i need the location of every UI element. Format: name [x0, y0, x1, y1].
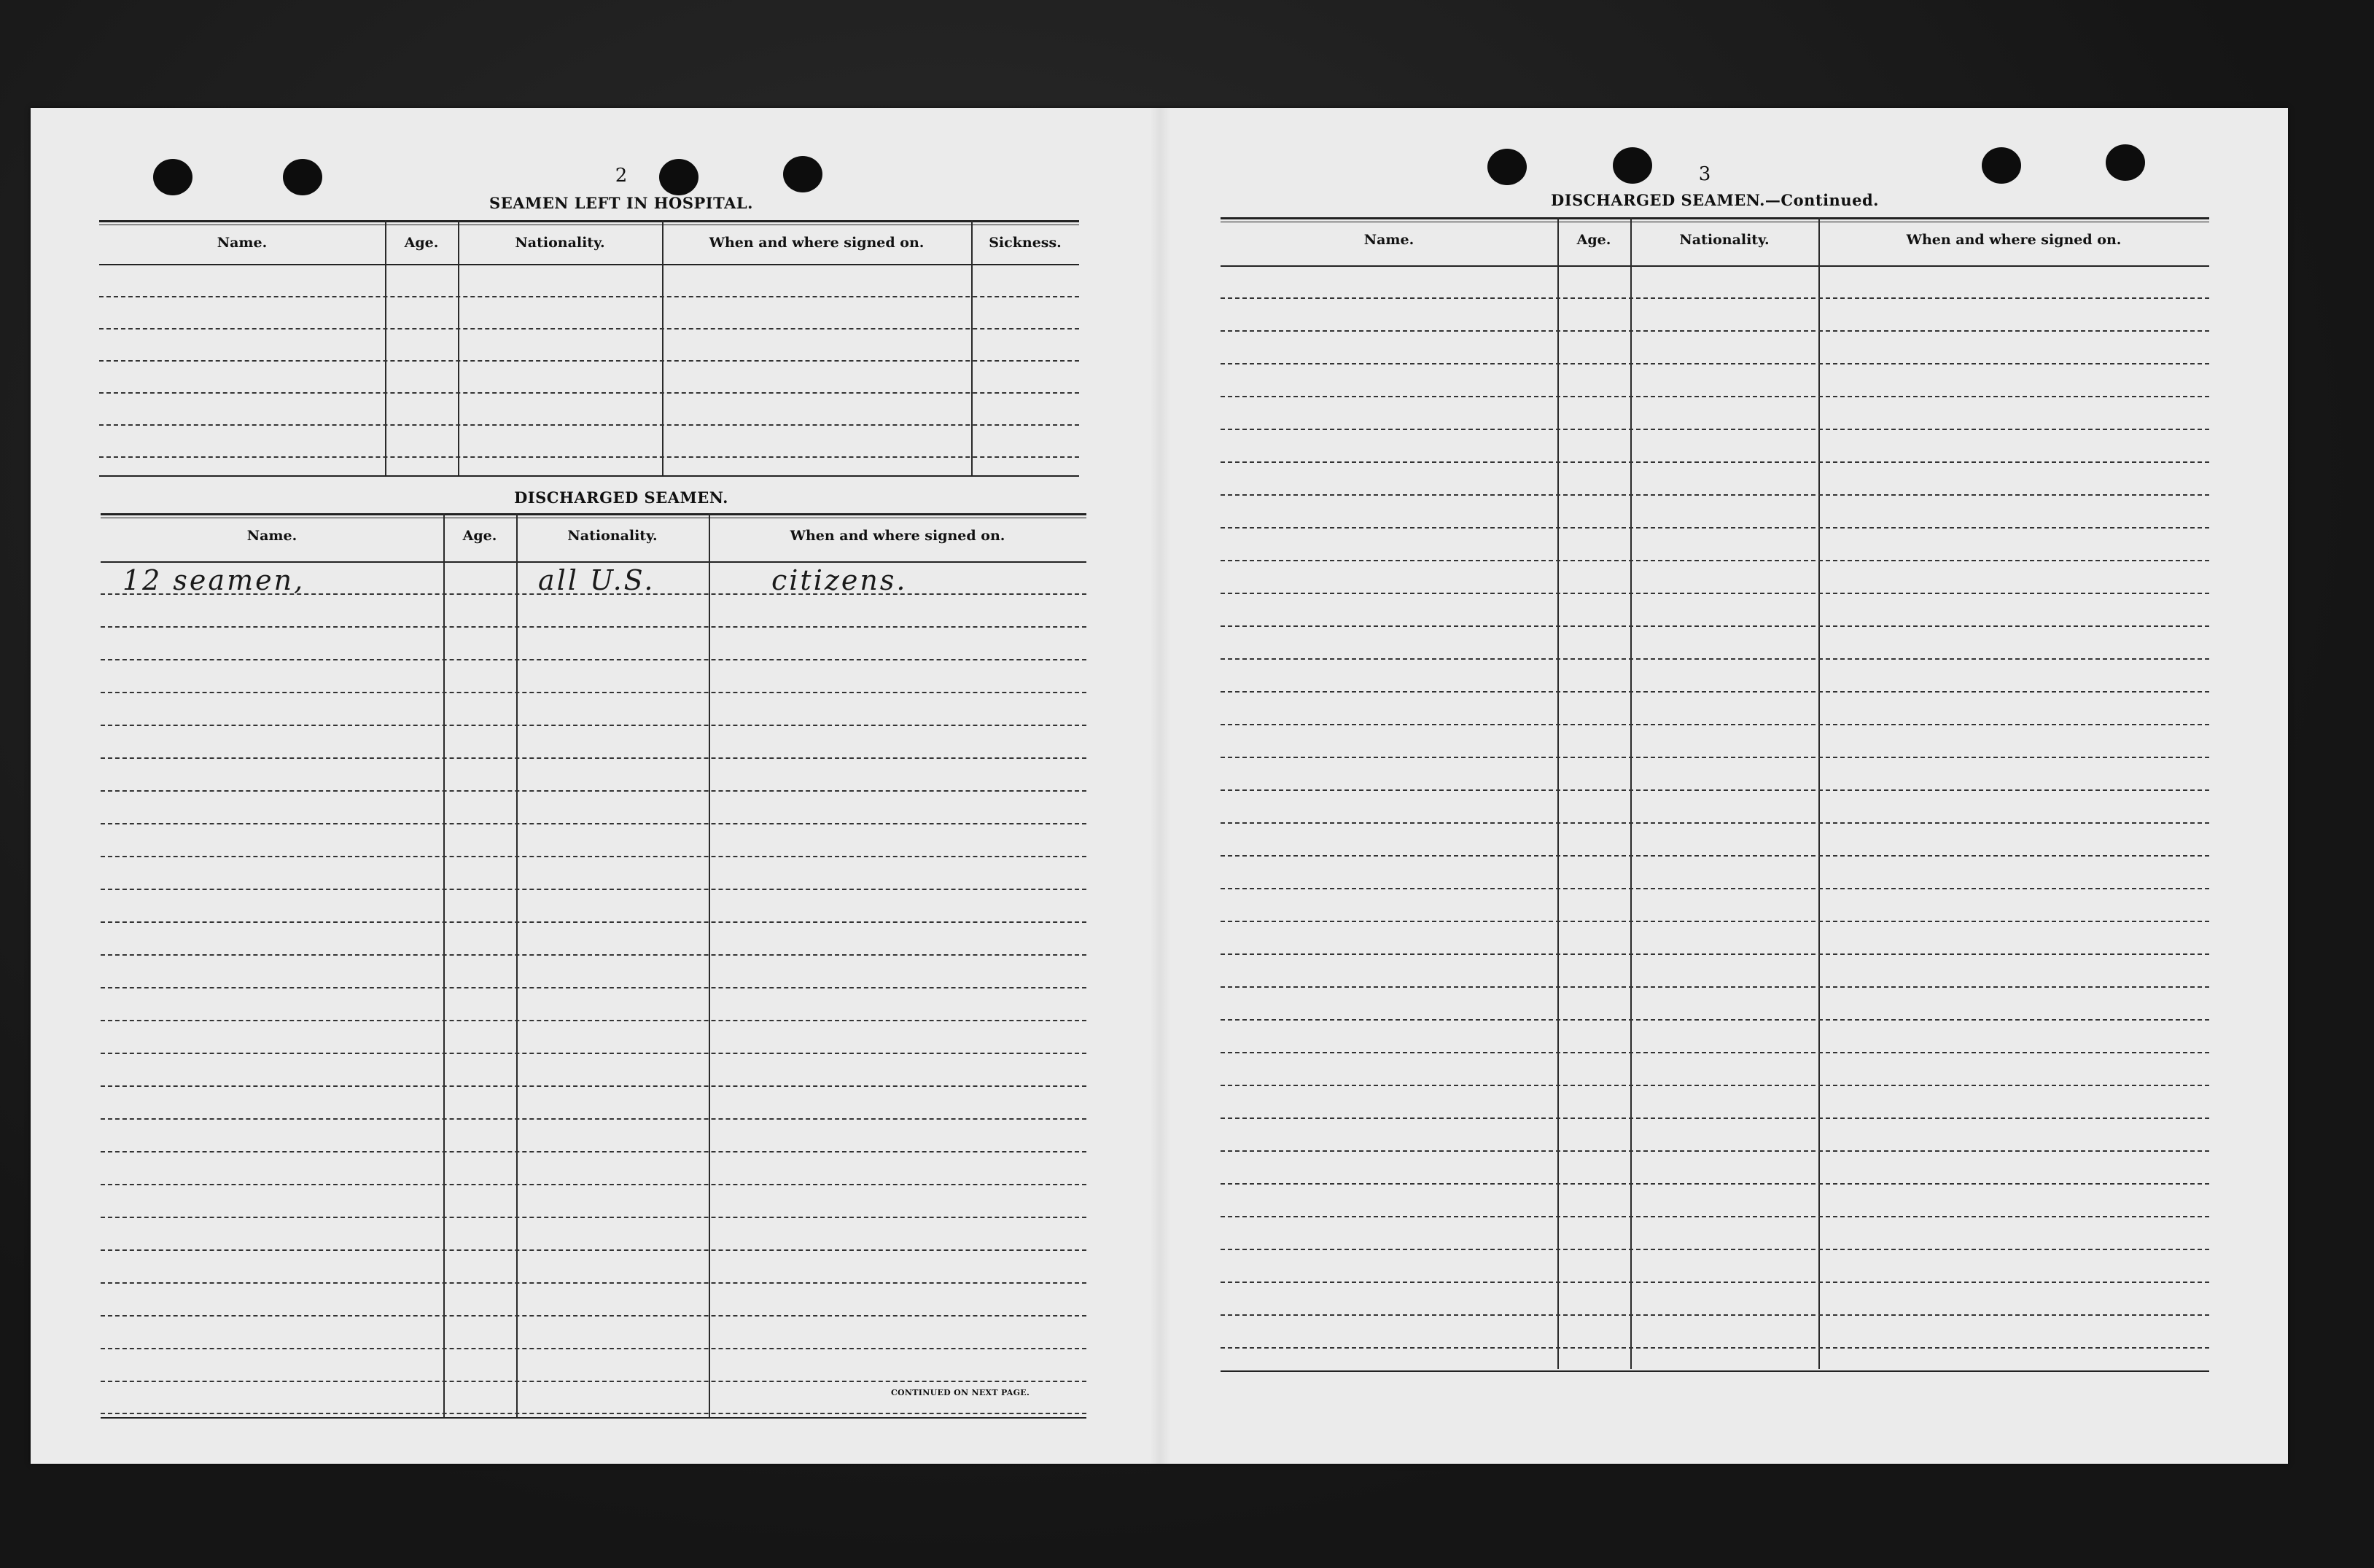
col-age: Age. [462, 528, 497, 544]
punch-hole [1613, 147, 1652, 184]
punch-hole [659, 159, 698, 195]
entry-signed-on: citizens. [771, 564, 908, 596]
entry-name: 12 seamen, [122, 564, 305, 596]
col-age: Age. [1576, 232, 1611, 248]
entry-nationality: all U.S. [538, 564, 655, 596]
discharged-rows-left [101, 561, 1086, 1419]
col-signed-on: When and where signed on. [790, 528, 1005, 544]
col-name: Name. [246, 528, 297, 544]
col-age: Age. [404, 235, 439, 251]
discharged-continued-title: DISCHARGED SEAMEN.—Continued. [1551, 191, 1879, 209]
continued-note: CONTINUED ON NEXT PAGE. [891, 1388, 1030, 1397]
col-name: Name. [217, 235, 268, 251]
punch-hole [283, 159, 322, 195]
page-number-left: 2 [615, 165, 628, 187]
col-nationality: Nationality. [1679, 232, 1770, 248]
col-name: Name. [1363, 232, 1414, 248]
hospital-table [99, 220, 1079, 478]
punch-hole [2106, 144, 2145, 181]
page-fold [1150, 108, 1170, 1464]
col-signed-on: When and where signed on. [1906, 232, 2122, 248]
hospital-rows [99, 264, 1079, 475]
discharged-table-left [101, 513, 1086, 1424]
hospital-section-title: SEAMEN LEFT IN HOSPITAL. [489, 194, 753, 212]
discharged-section-title: DISCHARGED SEAMEN. [514, 488, 728, 507]
punch-hole [1982, 147, 2021, 184]
discharged-rows-right [1221, 265, 2209, 1373]
col-nationality: Nationality. [567, 528, 658, 544]
discharged-table-right [1221, 217, 2209, 1493]
punch-hole [1487, 149, 1527, 185]
punch-hole [783, 156, 822, 192]
col-sickness: Sickness. [989, 235, 1062, 251]
col-signed-on: When and where signed on. [709, 235, 925, 251]
punch-hole [153, 159, 192, 195]
page-number-right: 3 [1698, 163, 1711, 185]
col-nationality: Nationality. [515, 235, 605, 251]
document-sheet [31, 108, 2288, 1464]
